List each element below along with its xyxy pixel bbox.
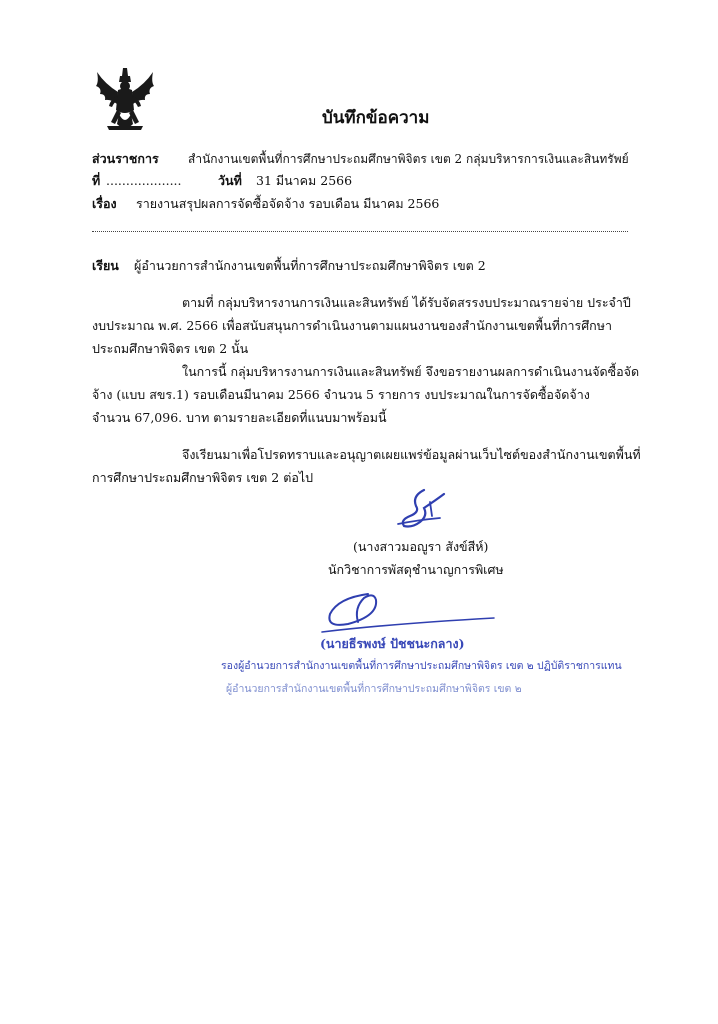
signature-1 [390,486,448,530]
memo-title: บันทึกข้อความ [322,108,430,128]
signer-2-stamp-line-1: รองผู้อำนวยการสำนักงานเขตพื้นที่การศึกษาประถมศึกษาพิจิตร เขต ๒ ปฏิบัติราชการแทน [221,660,622,672]
agency-label: ส่วนราชการ [92,151,159,166]
garuda-emblem-icon [93,66,157,136]
signer-2-stamp-line-2: ผู้อำนวยการสำนักงานเขตพื้นที่การศึกษาประถมศึกษาพิจิตร เขต ๒ [226,683,522,695]
signer-2-name: (นายธีรพงษ์ ปัชชนะกลาง) [320,636,465,651]
subject-label: เรื่อง [92,196,117,211]
paragraph-3-line-2: การศึกษาประถมศึกษาพิจิตร เขต 2 ต่อไป [92,470,314,485]
paragraph-2-line-1: ในการนี้ กลุ่มบริหารงานการเงินและสินทรัพย์ จึงขอรายงานผลการดำเนินงานจัดซื้อจัด [182,364,640,379]
subject-value: รายงานสรุปผลการจัดซื้อจัดจ้าง รอบเดือน มีนาคม 2566 [136,196,440,211]
date-value: 31 มีนาคม 2566 [256,173,353,188]
paragraph-1-line-1: ตามที่ กลุ่มบริหารงานการเงินและสินทรัพย์ ได้รับจัดสรรงบประมาณรายจ่าย ประจำปี [182,295,631,310]
reference-label: ที่ [92,173,101,188]
header-divider [92,231,628,232]
salutation-value: ผู้อำนวยการสำนักงานเขตพื้นที่การศึกษาประถมศึกษาพิจิตร เขต 2 [134,258,486,273]
paragraph-3-line-1: จึงเรียนมาเพื่อโปรดทราบและอนุญาตเผยแพร่ข้อมูลผ่านเว็บไซต์ของสำนักงานเขตพื้นที่ [182,447,641,462]
signer-1-position: นักวิชาการพัสดุชำนาญการพิเศษ [328,562,504,577]
paragraph-1-line-2: งบประมาณ พ.ศ. 2566 เพื่อสนับสนุนการดำเนินงานตามแผนงานของสำนักงานเขตพื้นที่การศึกษา [92,318,613,333]
signer-1-name: (นางสาวมอญูรา สังข์สีห์) [353,539,489,554]
signature-2 [318,588,498,640]
paragraph-2-line-2: จ้าง (แบบ สขร.1) รอบเดือนมีนาคม 2566 จำนวน 5 รายการ งบประมาณในการจัดซื้อจัดจ้าง [92,387,590,402]
paragraph-2-line-3: จำนวน 67,096. บาท ตามรายละเอียดที่แนบมาพร้อมนี้ [92,410,387,425]
agency-value: สำนักงานเขตพื้นที่การศึกษาประถมศึกษาพิจิตร เขต 2 กลุ่มบริหารการเงินและสินทรัพย์ [188,152,629,166]
reference-dots: ................... [106,173,182,188]
paragraph-1-line-3: ประถมศึกษาพิจิตร เขต 2 นั้น [92,341,249,356]
salutation-label: เรียน [92,258,119,273]
date-label: วันที่ [218,173,242,188]
